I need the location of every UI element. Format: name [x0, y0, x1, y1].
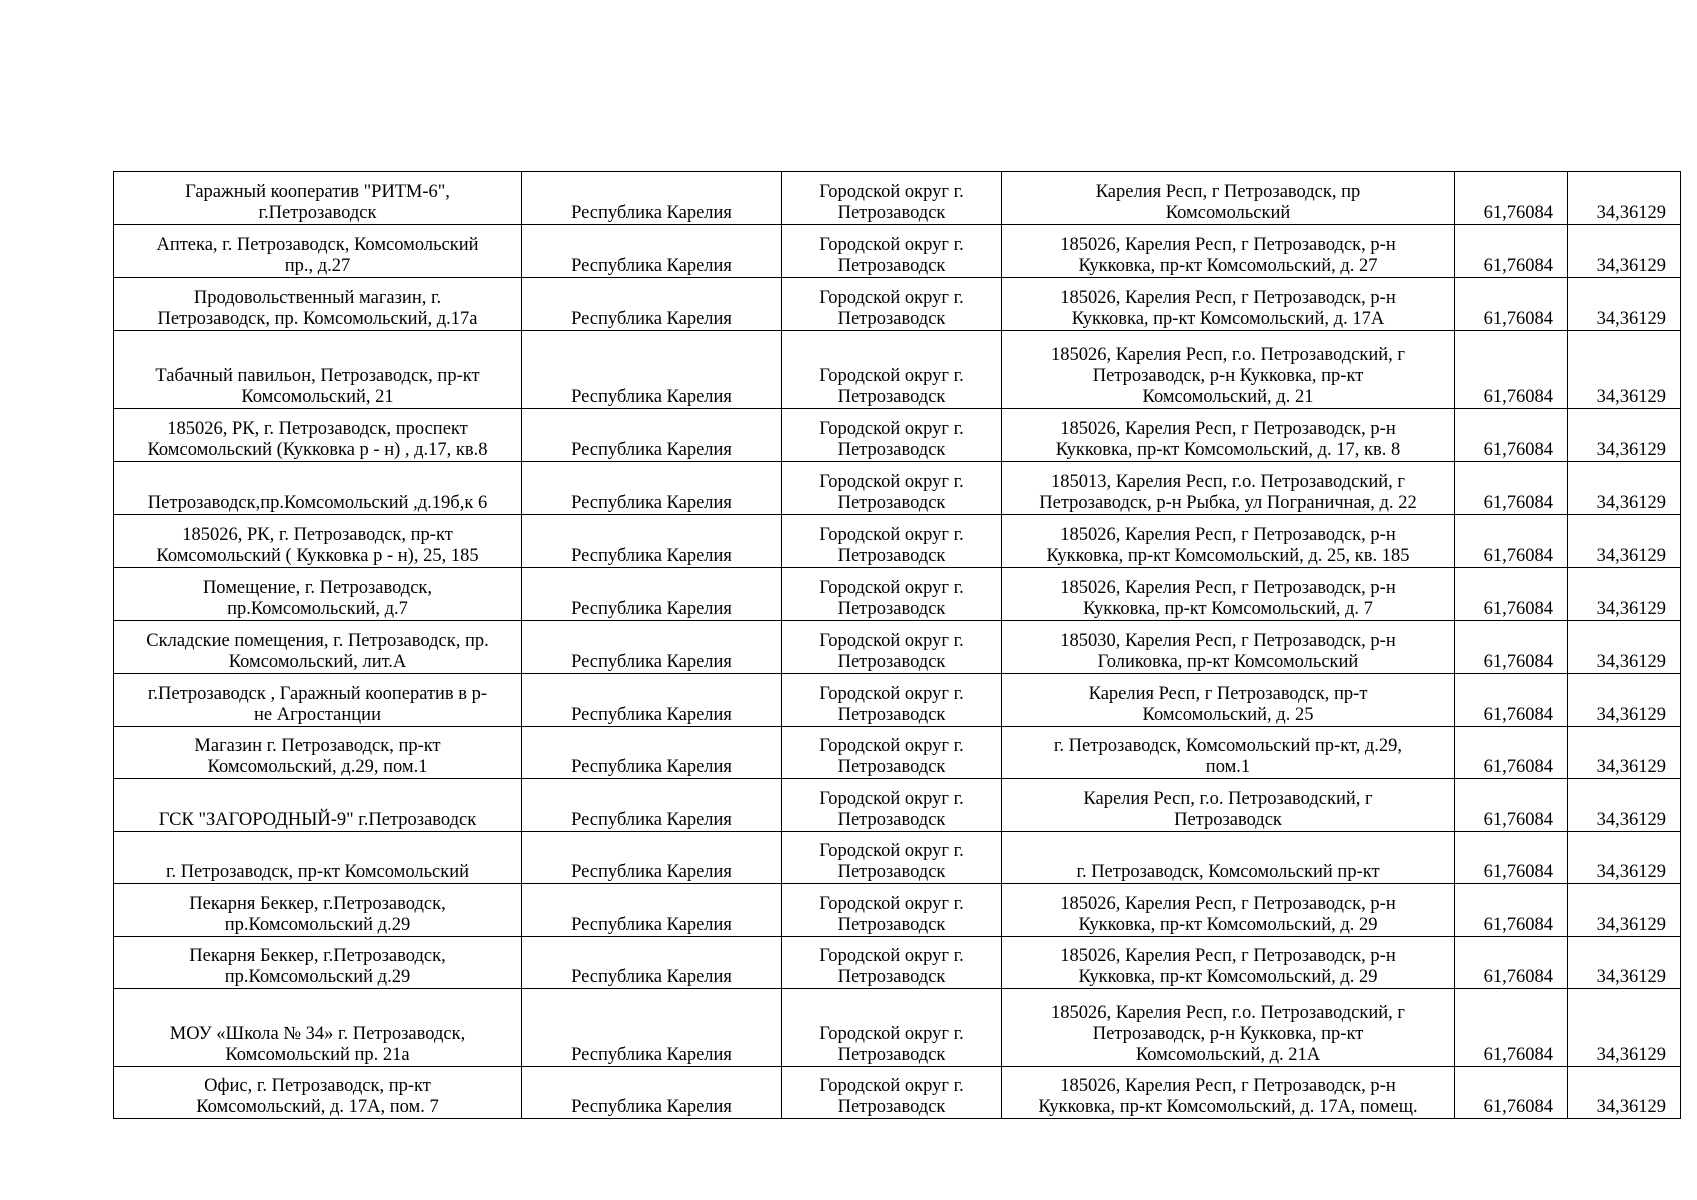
- cell-address: Карелия Респ, г.о. Петрозаводский, г Петрозаводск: [1002, 779, 1455, 832]
- cell-region: Республика Карелия: [522, 832, 782, 884]
- cell-longitude: 34,36129: [1568, 278, 1681, 331]
- cell-region: Республика Карелия: [522, 409, 782, 462]
- cell-longitude: 34,36129: [1568, 832, 1681, 884]
- cell-district: Городской округ г. Петрозаводск: [782, 884, 1002, 937]
- table-row: [114, 621, 1681, 674]
- cell-longitude: 34,36129: [1568, 172, 1681, 225]
- cell-address: 185026, Карелия Респ, г Петрозаводск, р-н Кукковка, пр-кт Комсомольский, д. 27: [1002, 225, 1455, 278]
- cell-latitude: 61,76084: [1455, 225, 1568, 278]
- cell-longitude: 34,36129: [1568, 1067, 1681, 1119]
- cell-latitude: 61,76084: [1455, 621, 1568, 674]
- cell-region: Республика Карелия: [522, 674, 782, 727]
- cell-object-name: г.Петрозаводск , Гаражный кооператив в р- не Агростанции: [114, 674, 522, 727]
- cell-district: Городской округ г. Петрозаводск: [782, 172, 1002, 225]
- cell-address: 185026, Карелия Респ, г Петрозаводск, р-н Кукковка, пр-кт Комсомольский, д. 29: [1002, 937, 1455, 989]
- table-row: [114, 884, 1681, 937]
- cell-object-name: Табачный павильон, Петрозаводск, пр-кт Комсомольский, 21: [114, 331, 522, 409]
- cell-latitude: 61,76084: [1455, 779, 1568, 832]
- cell-object-name: Пекарня Беккер, г.Петрозаводск, пр.Комсомольский д.29: [114, 937, 522, 989]
- cell-district: Городской округ г. Петрозаводск: [782, 568, 1002, 621]
- table-row: [114, 674, 1681, 727]
- cell-district: Городской округ г. Петрозаводск: [782, 832, 1002, 884]
- cell-longitude: 34,36129: [1568, 674, 1681, 727]
- cell-latitude: 61,76084: [1455, 409, 1568, 462]
- cell-address: 185013, Карелия Респ, г.о. Петрозаводский, г Петрозаводск, р-н Рыбка, ул Пограничная, д. 22: [1002, 462, 1455, 515]
- table-row: [114, 409, 1681, 462]
- cell-latitude: 61,76084: [1455, 674, 1568, 727]
- table-row: [114, 1067, 1681, 1119]
- cell-latitude: 61,76084: [1455, 832, 1568, 884]
- cell-region: Республика Карелия: [522, 225, 782, 278]
- table-row: [114, 779, 1681, 832]
- cell-address: 185026, Карелия Респ, г Петрозаводск, р-н Кукковка, пр-кт Комсомольский, д. 7: [1002, 568, 1455, 621]
- cell-district: Городской округ г. Петрозаводск: [782, 331, 1002, 409]
- cell-region: Республика Карелия: [522, 779, 782, 832]
- cell-longitude: 34,36129: [1568, 568, 1681, 621]
- cell-object-name: Петрозаводск,пр.Комсомольский ,д.19б,к 6: [114, 462, 522, 515]
- table-row: [114, 515, 1681, 568]
- cell-region: Республика Карелия: [522, 331, 782, 409]
- cell-longitude: 34,36129: [1568, 989, 1681, 1067]
- cell-longitude: 34,36129: [1568, 331, 1681, 409]
- cell-district: Городской округ г. Петрозаводск: [782, 937, 1002, 989]
- cell-region: Республика Карелия: [522, 568, 782, 621]
- table-row: [114, 172, 1681, 225]
- cell-district: Городской округ г. Петрозаводск: [782, 225, 1002, 278]
- cell-longitude: 34,36129: [1568, 621, 1681, 674]
- cell-district: Городской округ г. Петрозаводск: [782, 674, 1002, 727]
- cell-address: 185026, Карелия Респ, г.о. Петрозаводский, г Петрозаводск, р-н Кукковка, пр-кт Комсомольский, д. 21: [1002, 331, 1455, 409]
- cell-latitude: 61,76084: [1455, 937, 1568, 989]
- cell-address: Карелия Респ, г Петрозаводск, пр Комсомольский: [1002, 172, 1455, 225]
- cell-object-name: Гаражный кооператив "РИТМ-6", г.Петрозаводск: [114, 172, 522, 225]
- cell-longitude: 34,36129: [1568, 779, 1681, 832]
- table-row: [114, 331, 1681, 409]
- cell-latitude: 61,76084: [1455, 515, 1568, 568]
- cell-address: г. Петрозаводск, Комсомольский пр-кт, д.29, пом.1: [1002, 727, 1455, 779]
- cell-region: Республика Карелия: [522, 937, 782, 989]
- address-table: [113, 171, 1681, 1119]
- cell-longitude: 34,36129: [1568, 937, 1681, 989]
- cell-object-name: Офис, г. Петрозаводск, пр-кт Комсомольский, д. 17А, пом. 7: [114, 1067, 522, 1119]
- cell-latitude: 61,76084: [1455, 1067, 1568, 1119]
- cell-district: Городской округ г. Петрозаводск: [782, 1067, 1002, 1119]
- cell-address: 185026, Карелия Респ, г Петрозаводск, р-н Кукковка, пр-кт Комсомольский, д. 25, кв. 185: [1002, 515, 1455, 568]
- cell-region: Республика Карелия: [522, 515, 782, 568]
- cell-latitude: 61,76084: [1455, 884, 1568, 937]
- cell-region: Республика Карелия: [522, 462, 782, 515]
- cell-district: Городской округ г. Петрозаводск: [782, 727, 1002, 779]
- cell-object-name: Продовольственный магазин, г. Петрозаводск, пр. Комсомольский, д.17а: [114, 278, 522, 331]
- cell-region: Республика Карелия: [522, 727, 782, 779]
- cell-district: Городской округ г. Петрозаводск: [782, 989, 1002, 1067]
- cell-region: Республика Карелия: [522, 1067, 782, 1119]
- cell-longitude: 34,36129: [1568, 515, 1681, 568]
- table-row: [114, 989, 1681, 1067]
- cell-latitude: 61,76084: [1455, 727, 1568, 779]
- cell-longitude: 34,36129: [1568, 225, 1681, 278]
- cell-object-name: Помещение, г. Петрозаводск, пр.Комсомольский, д.7: [114, 568, 522, 621]
- cell-region: Республика Карелия: [522, 172, 782, 225]
- cell-region: Республика Карелия: [522, 621, 782, 674]
- cell-region: Республика Карелия: [522, 989, 782, 1067]
- cell-region: Республика Карелия: [522, 884, 782, 937]
- table-row: [114, 278, 1681, 331]
- cell-address: 185030, Карелия Респ, г Петрозаводск, р-н Голиковка, пр-кт Комсомольский: [1002, 621, 1455, 674]
- cell-longitude: 34,36129: [1568, 727, 1681, 779]
- cell-latitude: 61,76084: [1455, 568, 1568, 621]
- table-row: [114, 937, 1681, 989]
- cell-district: Городской округ г. Петрозаводск: [782, 779, 1002, 832]
- cell-address: Карелия Респ, г Петрозаводск, пр-т Комсомольский, д. 25: [1002, 674, 1455, 727]
- cell-latitude: 61,76084: [1455, 331, 1568, 409]
- cell-district: Городской округ г. Петрозаводск: [782, 462, 1002, 515]
- cell-district: Городской округ г. Петрозаводск: [782, 621, 1002, 674]
- table-row: [114, 462, 1681, 515]
- table-row: [114, 225, 1681, 278]
- cell-latitude: 61,76084: [1455, 989, 1568, 1067]
- cell-address: 185026, Карелия Респ, г Петрозаводск, р-н Кукковка, пр-кт Комсомольский, д. 17А: [1002, 278, 1455, 331]
- cell-address: 185026, Карелия Респ, г.о. Петрозаводский, г Петрозаводск, р-н Кукковка, пр-кт Комсомольский, д. 21А: [1002, 989, 1455, 1067]
- cell-address: 185026, Карелия Респ, г Петрозаводск, р-н Кукковка, пр-кт Комсомольский, д. 17А, помещ.: [1002, 1067, 1455, 1119]
- cell-latitude: 61,76084: [1455, 172, 1568, 225]
- cell-district: Городской округ г. Петрозаводск: [782, 278, 1002, 331]
- cell-object-name: г. Петрозаводск, пр-кт Комсомольский: [114, 832, 522, 884]
- cell-longitude: 34,36129: [1568, 884, 1681, 937]
- cell-district: Городской округ г. Петрозаводск: [782, 409, 1002, 462]
- table-body: [114, 172, 1681, 1119]
- cell-address: 185026, Карелия Респ, г Петрозаводск, р-н Кукковка, пр-кт Комсомольский, д. 29: [1002, 884, 1455, 937]
- cell-object-name: Аптека, г. Петрозаводск, Комсомольский пр., д.27: [114, 225, 522, 278]
- cell-latitude: 61,76084: [1455, 278, 1568, 331]
- cell-object-name: Магазин г. Петрозаводск, пр-кт Комсомольский, д.29, пом.1: [114, 727, 522, 779]
- cell-object-name: МОУ «Школа № 34» г. Петрозаводск, Комсомольский пр. 21а: [114, 989, 522, 1067]
- cell-longitude: 34,36129: [1568, 409, 1681, 462]
- cell-district: Городской округ г. Петрозаводск: [782, 515, 1002, 568]
- cell-object-name: Пекарня Беккер, г.Петрозаводск, пр.Комсомольский д.29: [114, 884, 522, 937]
- cell-latitude: 61,76084: [1455, 462, 1568, 515]
- cell-object-name: Складские помещения, г. Петрозаводск, пр. Комсомольский, лит.А: [114, 621, 522, 674]
- cell-object-name: 185026, РК, г. Петрозаводск, проспект Комсомольский (Кукковка р - н) , д.17, кв.8: [114, 409, 522, 462]
- table-row: [114, 727, 1681, 779]
- cell-address: 185026, Карелия Респ, г Петрозаводск, р-н Кукковка, пр-кт Комсомольский, д. 17, кв. 8: [1002, 409, 1455, 462]
- cell-address: г. Петрозаводск, Комсомольский пр-кт: [1002, 832, 1455, 884]
- cell-object-name: 185026, РК, г. Петрозаводск, пр-кт Комсомольский ( Кукковка р - н), 25, 185: [114, 515, 522, 568]
- cell-region: Республика Карелия: [522, 278, 782, 331]
- cell-object-name: ГСК "ЗАГОРОДНЫЙ-9" г.Петрозаводск: [114, 779, 522, 832]
- table-row: [114, 832, 1681, 884]
- cell-longitude: 34,36129: [1568, 462, 1681, 515]
- table-row: [114, 568, 1681, 621]
